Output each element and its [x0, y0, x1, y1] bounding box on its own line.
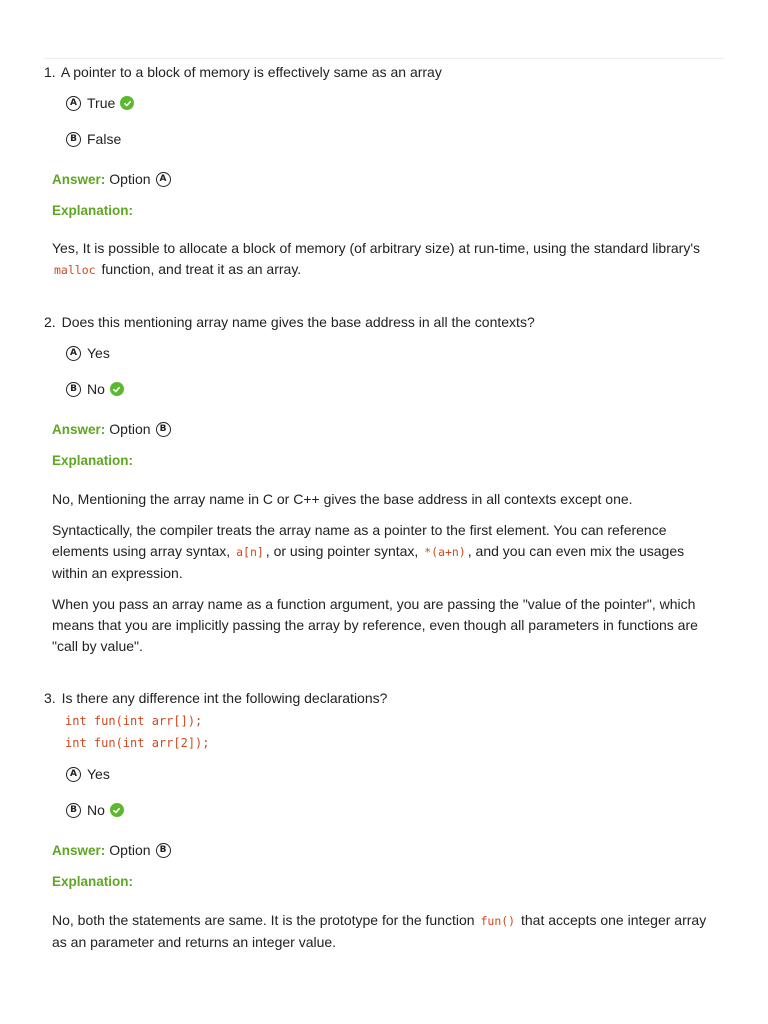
answer-label: Answer:	[52, 171, 106, 187]
question-number: 3.	[44, 690, 56, 706]
question-2-text	[44, 312, 734, 332]
code-block	[65, 710, 734, 754]
option-letter-b-icon: B	[66, 803, 81, 818]
explanation-text: that accepts one integer array as an parameter and returns an integer value.	[52, 912, 707, 950]
option-letter-a-icon: A	[66, 96, 81, 111]
option-b[interactable]	[66, 800, 734, 820]
explanation-text: No, both the statements are same. It is the prototype for the function	[52, 912, 475, 928]
answer-line	[52, 840, 734, 860]
question-prompt: Is there any difference int the following declarations?	[61, 690, 388, 706]
option-label: True	[87, 95, 116, 111]
option-b[interactable]	[66, 379, 734, 399]
answer-text: Option	[109, 842, 151, 858]
option-label: No	[87, 802, 105, 818]
question-3-text	[44, 688, 734, 708]
answer-letter-icon: A	[156, 172, 171, 187]
explanation-text: Syntactically, the compiler treats the array name as a pointer to the first element. You can reference elements using array syntax,	[52, 522, 667, 559]
answer-text: Option	[109, 171, 151, 187]
answer-label: Answer:	[52, 842, 106, 858]
option-letter-b-icon: B	[66, 382, 81, 397]
code-line: int fun(int arr[2]);	[65, 736, 210, 750]
answer-text: Option	[109, 421, 151, 437]
code-line: int fun(int arr[]);	[65, 714, 203, 728]
option-label: No	[87, 381, 105, 397]
option-a[interactable]	[66, 93, 734, 113]
explanation-paragraph	[52, 238, 722, 281]
explanation-paragraph	[52, 520, 722, 584]
inline-code: malloc	[54, 263, 96, 277]
explanation-text: , and you can even mix the usages within an expression.	[52, 543, 685, 581]
explanation-paragraph: When you pass an array name as a function argument, you are passing the "value of the pointer", which means that you are implicitly passing the array by reference, even though all parameters in functions are "call by value".	[52, 596, 698, 654]
answer-label: Answer:	[52, 421, 106, 437]
explanation-paragraph: No, Mentioning the array name in C or C++ gives the base address in all contexts except one.	[52, 491, 633, 507]
question-prompt: Does this mentioning array name gives the base address in all the contexts?	[61, 314, 535, 330]
explanation-text: , or using pointer syntax,	[265, 543, 419, 559]
question-1-text	[44, 62, 734, 82]
question-3	[44, 688, 734, 953]
option-label: Yes	[87, 766, 110, 782]
option-label: Yes	[87, 345, 110, 361]
question-prompt: A pointer to a block of memory is effectively same as an array	[60, 64, 442, 80]
explanation-label: Explanation:	[52, 203, 134, 218]
option-b[interactable]	[66, 129, 734, 149]
check-circle-icon	[120, 96, 134, 110]
explanation-label: Explanation:	[52, 874, 134, 889]
option-a[interactable]	[66, 343, 734, 363]
inline-code: fun()	[480, 914, 516, 928]
option-letter-b-icon: B	[66, 132, 81, 147]
inline-code: a[n]	[236, 545, 264, 559]
question-2	[44, 312, 734, 657]
check-circle-icon	[110, 382, 124, 396]
answer-line	[52, 169, 734, 189]
top-divider	[44, 58, 724, 59]
explanation-text: function, and treat it as an array.	[101, 261, 302, 277]
explanation-label: Explanation:	[52, 453, 134, 468]
explanation-text: Yes, It is possible to allocate a block of memory (of arbitrary size) at run-time, using the standard library's	[52, 240, 700, 256]
option-label: False	[87, 131, 122, 147]
explanation-paragraph	[52, 910, 722, 953]
answer-letter-icon: B	[156, 422, 171, 437]
question-1	[44, 62, 734, 281]
question-number: 2.	[44, 314, 56, 330]
check-circle-icon	[110, 803, 124, 817]
question-number: 1.	[44, 64, 56, 80]
inline-code: *(a+n)	[424, 545, 466, 559]
option-a[interactable]	[66, 764, 734, 784]
answer-letter-icon: B	[156, 843, 171, 858]
option-letter-a-icon: A	[66, 346, 81, 361]
answer-line	[52, 419, 734, 439]
option-letter-a-icon: A	[66, 767, 81, 782]
